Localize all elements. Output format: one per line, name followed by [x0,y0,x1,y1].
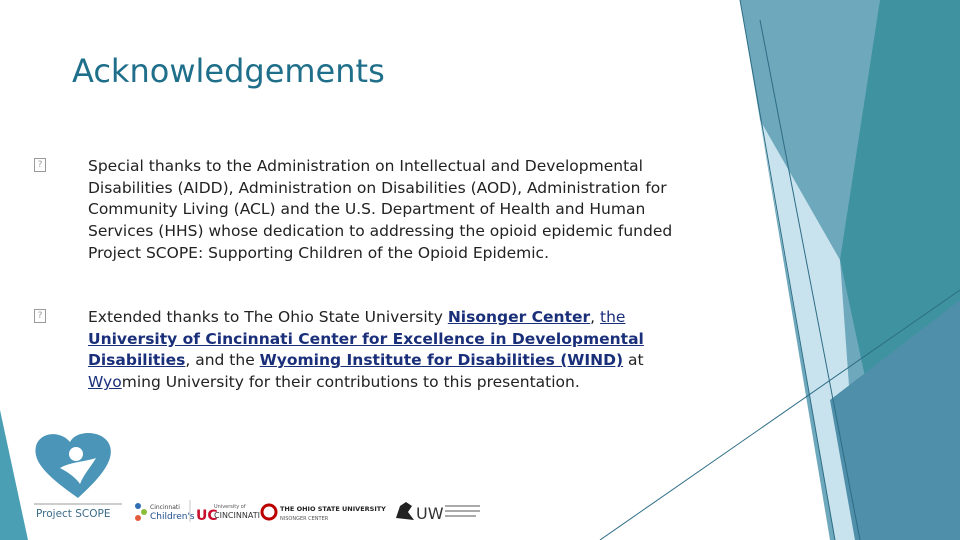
bucking-horse-icon [396,502,414,520]
acknowledgement-paragraph-2 [34,307,704,394]
project-scope-logo [34,433,122,520]
partner-logos-strip [30,428,500,528]
paragraph-2-at: at [623,351,644,370]
osu-bottom: NISONGER CENTER [280,516,329,522]
figure-head [69,447,83,461]
university-of-wyoming-logo [396,502,480,523]
childrens-mark-2 [141,509,147,515]
page-title: Acknowledgements [72,52,385,90]
ohio-state-logo [262,505,386,522]
paragraph-2-tail: ming University for their contributions to this presentation. [121,373,580,392]
uc-bottom: CINCINNATI [214,511,260,520]
paragraph-2-separator: , [590,308,601,326]
paragraph-1-text: Special thanks to the Administration on Intellectual and Developmental Disabilities (AIDD), Administration on Disabilities (AOD), Administration for Community Living (ACL) and the U.S. Department of Health and Human Services (HHS) whose dedication to addressing the opioid epidemic funded Project SCOPE: Supporting Children of the Opioid Epidemic. [88,157,673,262]
uw-label: UW [416,504,444,523]
cincinnati-childrens-logo [135,500,195,522]
university-of-cincinnati-logo [196,504,260,524]
acknowledgement-paragraph-1 [34,156,704,265]
uc-link-prefix: the [600,308,626,326]
paragraph-2-prefix: Extended thanks to The Ohio State University [88,308,448,326]
wind-link[interactable]: Wyoming Institute for Disabilities (WIND) [259,351,624,370]
uc-top: University of [214,504,246,510]
childrens-top: Cincinnati [150,504,180,511]
wyoming-link[interactable]: Wyo [88,373,122,392]
decor-left-triangle [0,410,28,540]
paragraph-2-text [88,307,704,394]
childrens-mark-1 [135,503,141,509]
paragraph-2-separator-2: , and the [185,351,260,370]
project-scope-label: Project SCOPE [36,508,111,520]
childrens-mark-3 [135,515,141,521]
uc-mark: UC [196,508,218,524]
bullet-icon: ? [34,158,46,172]
bullet-icon: ? [34,309,46,323]
osu-block-o [262,505,276,519]
childrens-bottom: Children's [150,512,195,522]
uc-link-label: University of Cincinnati Center for Excellence in Developmental Disabilities [88,329,644,370]
osu-top: THE OHIO STATE UNIVERSITY [280,505,386,513]
nisonger-center-link[interactable]: Nisonger Center [447,308,591,326]
